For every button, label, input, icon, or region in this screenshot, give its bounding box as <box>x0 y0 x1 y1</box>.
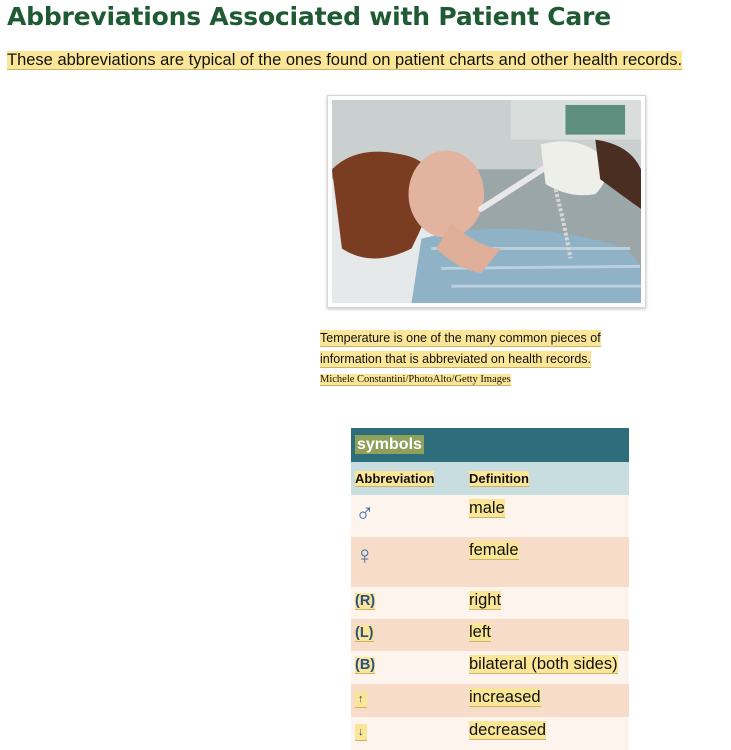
definition-cell <box>465 684 629 717</box>
definition-cell <box>465 619 629 651</box>
abbreviation-cell <box>351 587 465 619</box>
abbreviation-text: (L) <box>355 625 374 641</box>
abbreviation-text: (B) <box>355 657 376 673</box>
patient-temperature-photo <box>327 95 646 308</box>
intro-text <box>6 50 683 70</box>
table-row <box>351 651 629 684</box>
definition-text: female <box>469 541 519 559</box>
down-arrow-icon: ↓ <box>355 724 367 741</box>
credit-text: Michele Constantini/PhotoAlto/Getty Images <box>320 374 511 385</box>
definition-cell <box>465 717 629 750</box>
definition-text: male <box>469 499 505 517</box>
definition-cell <box>465 587 629 619</box>
column-header-abbreviation-label: Abbreviation <box>355 471 435 486</box>
caption-line-1: Temperature is one of the many common pieces of <box>320 331 601 345</box>
up-arrow-icon: ↑ <box>355 691 367 708</box>
table-row <box>351 495 629 537</box>
definition-text: left <box>469 623 492 641</box>
table-row <box>351 684 629 717</box>
table-row <box>351 537 629 587</box>
abbreviation-cell <box>351 619 465 651</box>
female-symbol-icon: ♀ <box>355 540 375 570</box>
intro-highlight: These abbreviations are typical of the ones found on patient charts and other health records. <box>7 51 683 69</box>
abbreviation-cell <box>351 651 465 684</box>
abbreviation-text: (R) <box>355 593 376 609</box>
column-header-definition <box>465 462 629 495</box>
definition-cell <box>465 537 629 587</box>
male-symbol-icon: ♂ <box>355 498 375 528</box>
symbols-table <box>351 428 629 750</box>
definition-cell <box>465 651 629 684</box>
abbreviation-cell <box>351 717 465 750</box>
table-row <box>351 717 629 750</box>
definition-text: decreased <box>469 721 547 739</box>
definition-text: increased <box>469 688 541 706</box>
definition-cell <box>465 495 629 537</box>
table-caption <box>351 428 629 462</box>
definition-text: right <box>469 591 502 609</box>
column-header-abbreviation <box>351 462 465 495</box>
abbreviation-cell <box>351 684 465 717</box>
column-header-definition-label: Definition <box>469 471 529 486</box>
photo-credit <box>320 374 511 385</box>
table-row <box>351 619 629 651</box>
caption-line-2: information that is abbreviated on health records. <box>320 352 591 366</box>
table-caption-label: symbols <box>357 436 422 453</box>
table-row <box>351 587 629 619</box>
page-title: Abbreviations Associated with Patient Care <box>7 2 611 31</box>
definition-text: bilateral (both sides) <box>469 655 618 673</box>
photo-illustration <box>332 100 641 303</box>
photo-caption <box>320 328 650 370</box>
abbreviation-cell <box>351 537 465 587</box>
abbreviation-cell <box>351 495 465 537</box>
